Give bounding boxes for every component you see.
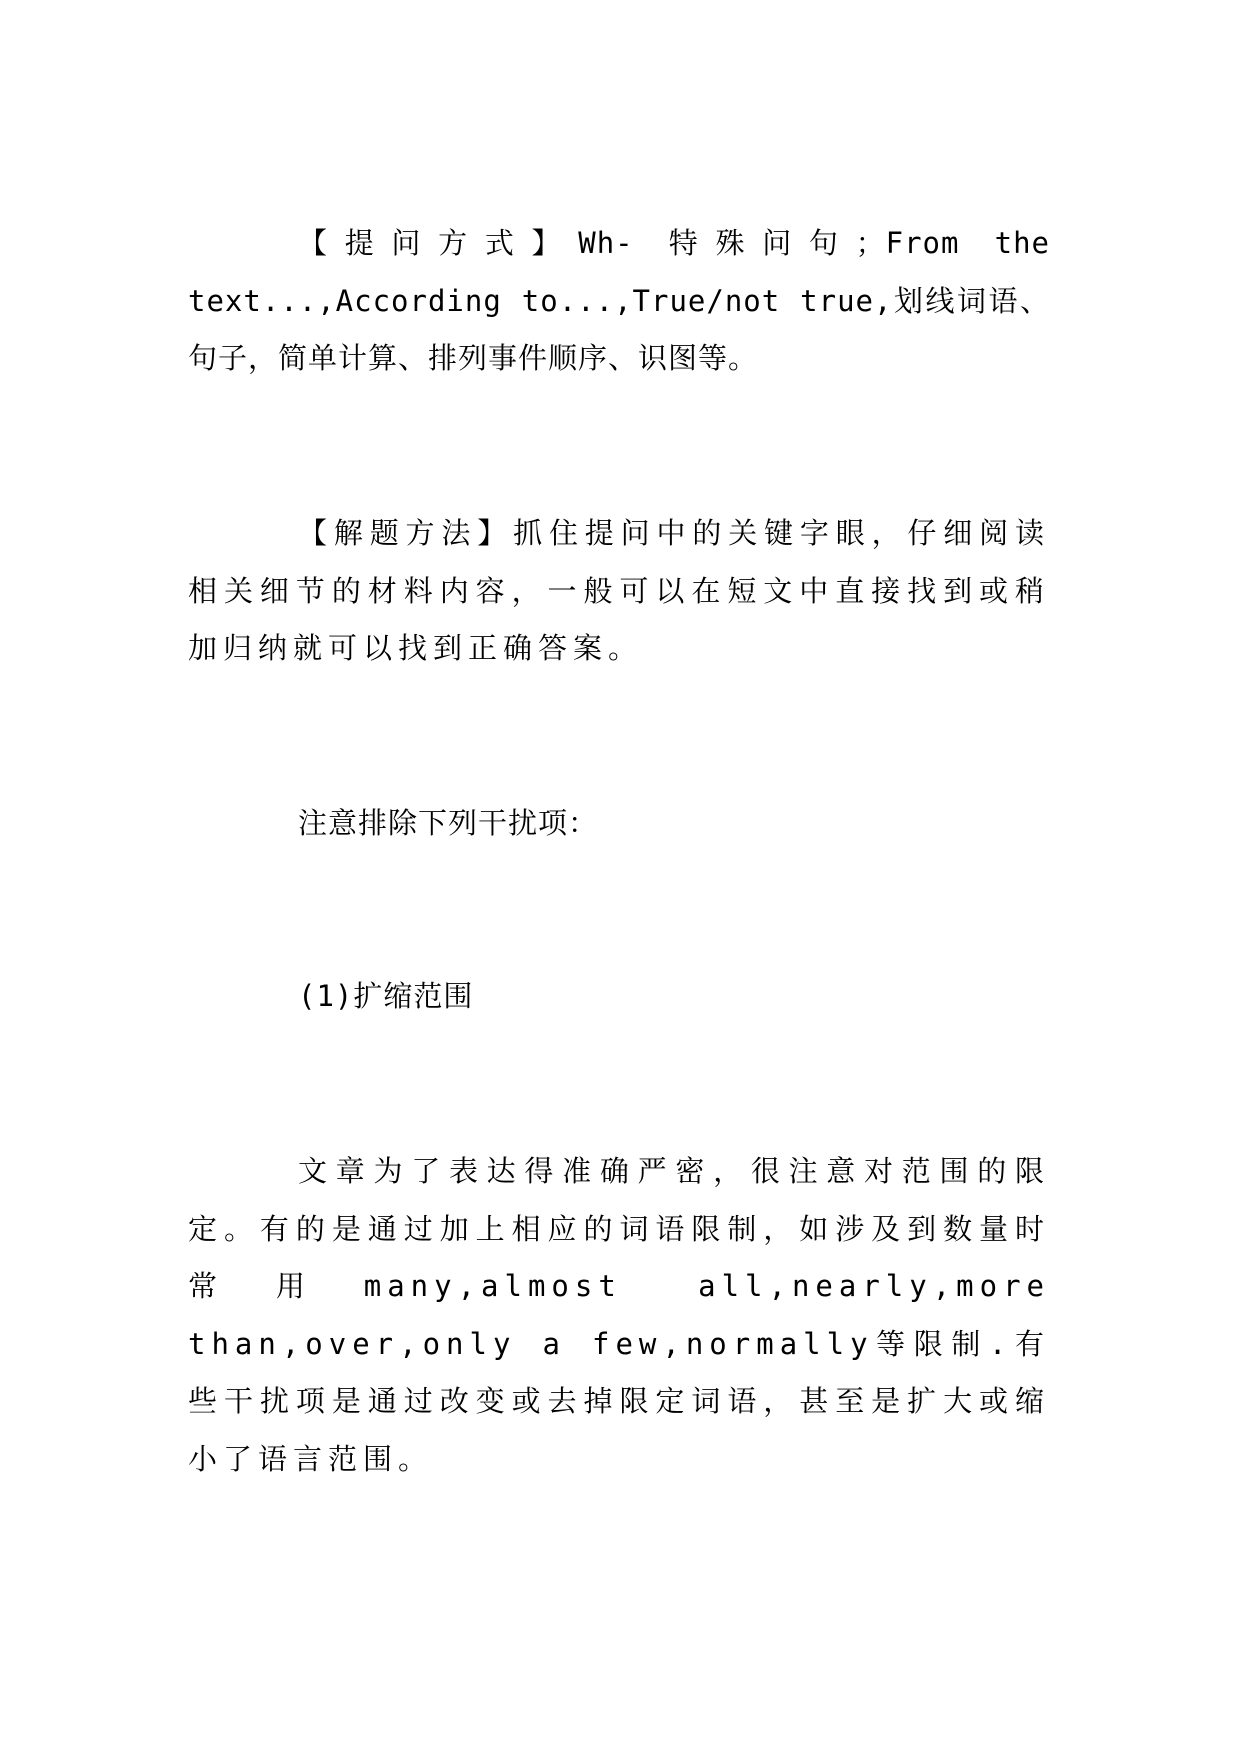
paragraph-solving-method: 【解题方法】抓住提问中的关键字眼，仔细阅读相关细节的材料内容，一般可以在短文中直接找到或稍加归纳就可以找到正确答案。 — [188, 516, 1050, 665]
paragraph-question-types: 【提问方式】Wh- 特殊问句；From the text...,According to...,True/not true,划线词语、句子，简单计算、排列事件顺序、识图等。 — [188, 226, 1050, 375]
paragraph-distractor-note: 注意排除下列干扰项： — [298, 806, 599, 840]
paragraph-scope-explanation: 文章为了表达得准确严密，很注意对范围的限定。有的是通过加上相应的词语限制，如涉及到数量时常用many,almost all,nearly,more than,over,only a few,normally等限制.有些干扰项是通过改变或去掉限定词语，甚至是扩大或缩小了语言范围。 — [188, 1154, 1050, 1476]
section-heading-scope: (1)扩缩范围 — [298, 979, 474, 1013]
